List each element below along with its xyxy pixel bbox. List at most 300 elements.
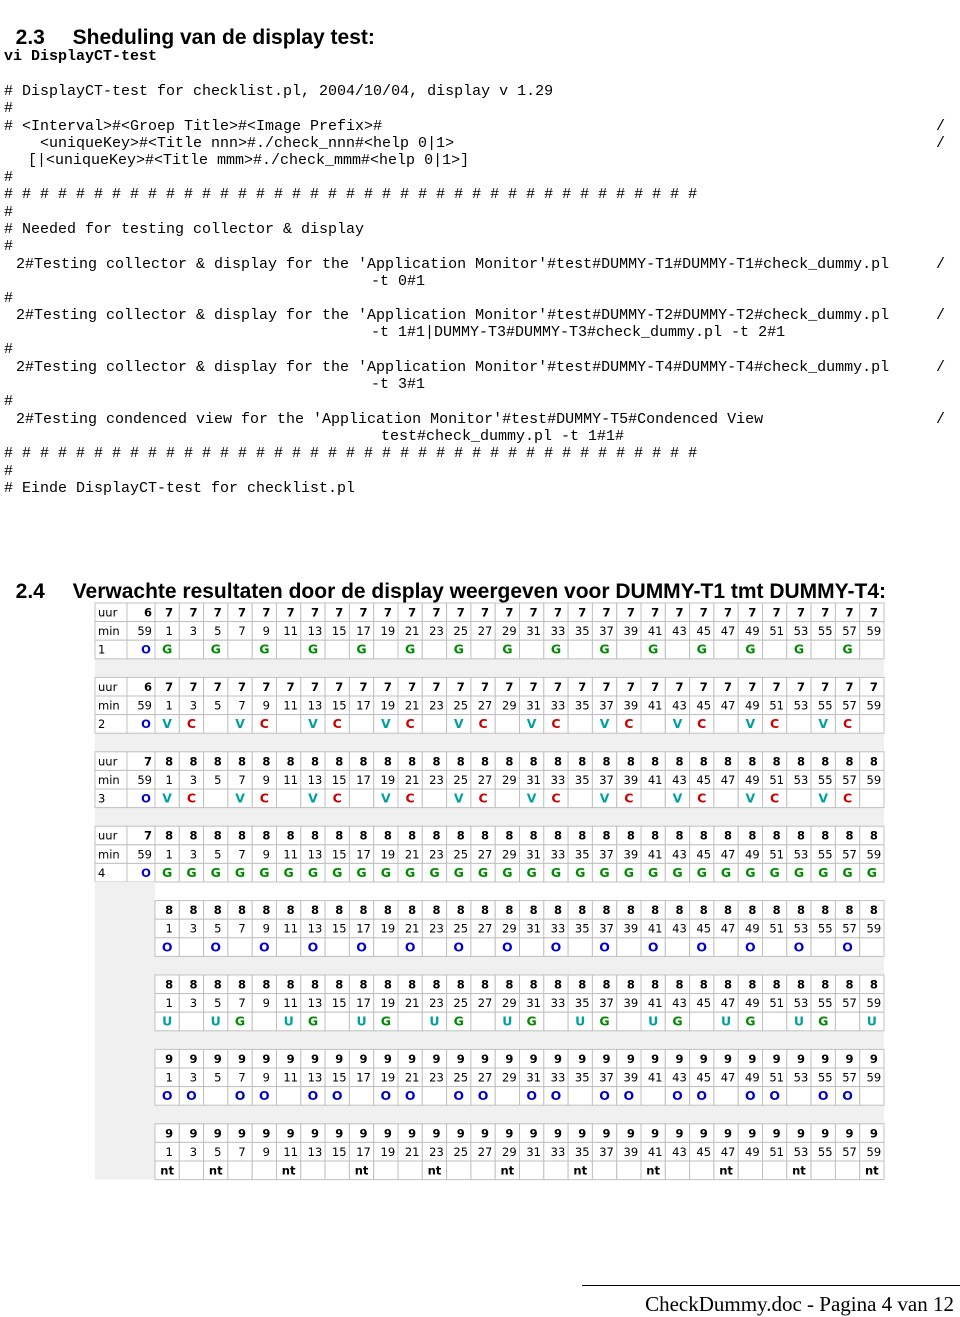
status-mark: C [770,716,780,732]
status-cell [763,938,787,957]
hour-value: 8 [651,828,660,843]
status-cell [592,1161,616,1180]
minute-value: 23 [429,921,444,936]
status-mark: O [404,939,416,955]
minute-value: 37 [599,921,614,936]
minute-value: 59 [866,996,882,1011]
status-mark: V [381,790,391,806]
minute-value: 3 [189,996,198,1011]
minute-value: 19 [380,1144,396,1159]
minute-value: 19 [380,624,396,639]
status-mark: G [550,641,562,657]
minute-value: 59 [866,921,882,936]
minute-value: 21 [404,624,420,639]
minute-value: 9 [262,996,271,1011]
hour-value: 9 [408,1126,417,1141]
hour-value: 8 [675,903,684,918]
minute-value: 49 [745,921,760,936]
code-line: # [4,341,14,358]
status-cell [811,1161,835,1180]
hour-value: 8 [383,903,392,918]
status-cell [860,938,884,957]
minute-value: 13 [307,1070,323,1085]
minute-value: 31 [526,921,541,936]
hour-value: 8 [724,828,733,843]
status-mark: C [842,716,853,732]
status-cell [422,715,446,734]
hour-value: 8 [699,977,708,992]
hour-value: 7 [143,828,152,843]
hour-value: 8 [262,754,271,769]
hour-value: 9 [335,1051,344,1066]
hour-value: 8 [724,754,733,769]
status-mark: nt [160,1163,174,1178]
hour-value: 8 [286,903,295,918]
hour-value: 8 [481,977,490,992]
minute-value: 5 [214,698,222,713]
minute-value: 57 [842,624,857,639]
minute-value: 21 [404,772,420,787]
status-mark: U [648,1013,659,1029]
status-mark: V [453,716,464,732]
hour-value: 8 [286,828,295,843]
hour-value: 8 [748,977,757,992]
minute-value: 49 [745,1070,760,1085]
status-cell [204,1087,228,1106]
hour-value: 8 [529,754,538,769]
status-cell [520,1161,544,1180]
hour-value: 8 [553,977,562,992]
hour-value: 8 [262,977,271,992]
hour-value: 9 [262,1051,271,1066]
minute-value: 11 [283,772,298,787]
hour-value: 7 [529,605,538,620]
status-mark: V [672,716,683,732]
hour-value: 9 [675,1051,684,1066]
minute-value: 55 [817,772,833,787]
hour-value: 9 [796,1051,805,1066]
minute-value: 43 [672,921,687,936]
hour-value: 8 [335,977,344,992]
status-mark: C [186,790,197,806]
status-cell [374,938,398,957]
minute-value: 25 [453,921,469,936]
hour-value: 9 [238,1126,247,1141]
status-mark: G [648,641,659,657]
minute-value: 19 [380,1070,396,1085]
status-cell [349,715,373,734]
line-continuation-slash: / [936,359,946,376]
minute-value: 41 [647,772,663,787]
status-mark: O [550,1088,562,1104]
minute-value: 37 [599,1070,614,1085]
hour-value: 7 [286,679,295,694]
hour-value: 8 [310,828,319,843]
hour-value: 7 [626,605,635,620]
status-cell [665,938,689,957]
section-heading-2-3 [4,2,375,50]
minute-value: 11 [283,1144,298,1159]
status-mark: G [380,1013,391,1029]
minute-value: 33 [550,1070,566,1085]
minute-value: 5 [214,1144,222,1159]
row-label: uur [98,828,118,843]
minute-value: 59 [137,624,152,639]
status-mark: V [599,790,610,806]
hour-value: 8 [845,754,854,769]
minute-value: 27 [477,624,493,639]
minute-value: 51 [769,921,784,936]
status-mark: O [186,1088,197,1104]
minute-value: 9 [262,698,271,713]
status-mark: V [308,716,318,732]
hour-value: 8 [505,903,514,918]
hour-value: 7 [651,605,660,620]
status-cell [277,789,301,808]
hour-value: 9 [553,1051,562,1066]
hour-value: 8 [432,977,441,992]
hour-value: 7 [335,605,344,620]
minute-value: 7 [238,1144,246,1159]
hour-value: 8 [869,903,878,918]
hour-value: 9 [165,1051,174,1066]
minute-value: 41 [647,1070,663,1085]
code-line: 2#Testing collector & display for the 'Application Monitor'#test#DUMMY-T2#DUMMY-T2#check_dummy.pl [16,307,890,324]
hour-value: 9 [724,1051,733,1066]
status-mark: G [356,641,367,657]
minute-value: 43 [672,624,687,639]
code-line: 2#Testing collector & display for the 'Application Monitor'#test#DUMMY-T1#DUMMY-T1#check_dummy.pl [16,256,890,273]
minute-value: 31 [526,624,541,639]
status-mark: O [453,939,465,955]
code-line: # <Interval>#<Groep Title>#<Image Prefix># [4,118,383,135]
minute-value: 31 [526,772,541,787]
minute-value: 47 [720,1070,736,1085]
hour-value: 8 [602,977,611,992]
hour-value: 7 [335,679,344,694]
status-mark: O [623,1088,635,1104]
minute-value: 31 [526,698,541,713]
status-cell [617,938,641,957]
hour-value: 9 [432,1126,441,1141]
minute-value: 13 [307,624,323,639]
minute-value: 33 [550,624,566,639]
status-mark: V [745,716,756,732]
status-cell [811,640,835,659]
minute-value: 23 [429,624,444,639]
status-cell [544,1161,568,1180]
expected-display-grid [95,603,882,1178]
hour-value: 9 [748,1051,757,1066]
hour-value: 7 [359,605,368,620]
minute-value: 31 [526,996,541,1011]
minute-value: 53 [793,772,809,787]
minute-value: 35 [574,921,590,936]
status-cell [228,1161,252,1180]
hour-value: 9 [845,1051,854,1066]
status-mark: G [405,864,416,880]
code-line: # [4,463,14,480]
status-cell [714,715,738,734]
status-cell [568,938,592,957]
status-cell [471,1161,495,1180]
minute-value: 13 [307,847,323,862]
minute-value: 29 [502,921,517,936]
minute-value: 59 [137,772,152,787]
hour-value: 7 [602,679,611,694]
hour-value: 7 [432,679,441,694]
status-mark: O [672,1088,683,1104]
status-mark: U [162,1013,173,1029]
hour-value: 8 [286,977,295,992]
status-cell [860,715,884,734]
hour-value: 8 [165,903,174,918]
status-mark: V [672,790,683,806]
hour-value: 7 [821,679,830,694]
minute-value: 51 [769,996,784,1011]
status-mark: nt [719,1163,733,1178]
minute-value: 27 [477,698,493,713]
status-cell [860,1087,884,1106]
hour-value: 8 [310,903,319,918]
hour-value: 8 [651,754,660,769]
minute-value: 53 [793,996,809,1011]
status-cell [568,1087,592,1106]
minute-value: 59 [137,698,152,713]
minute-value: 7 [238,847,246,862]
minute-value: 59 [866,772,882,787]
minute-value: 15 [331,847,347,862]
status-mark: O [141,642,151,657]
minute-value: 23 [429,1144,444,1159]
status-cell [204,715,228,734]
minute-value: 29 [502,847,517,862]
minute-value: 47 [720,996,736,1011]
minute-value: 29 [502,1070,517,1085]
status-cell [763,1012,787,1031]
status-mark: G [866,864,877,880]
status-mark: G [234,1013,246,1029]
minute-value: 41 [647,624,663,639]
hour-value: 8 [869,754,878,769]
hour-value: 7 [602,605,611,620]
status-cell [398,1161,422,1180]
status-cell [714,1087,738,1106]
hour-value: 9 [602,1051,611,1066]
status-mark: O [404,1088,416,1104]
hour-value: 9 [675,1126,684,1141]
hour-value: 8 [748,828,757,843]
status-cell [179,938,203,957]
hour-value: 8 [335,828,344,843]
status-mark: G [162,641,173,657]
minute-value: 19 [380,921,396,936]
hour-value: 8 [456,977,465,992]
status-cell [252,1012,276,1031]
minute-value: 1 [165,996,173,1011]
status-cell [617,1012,641,1031]
code-line: # # # # # # # # # # # # # # # # # # # # # # # # # # # # # # # # # # # # # # # [4,186,698,203]
minute-value: 49 [745,624,760,639]
status-mark: V [235,716,245,732]
hour-value: 7 [238,605,247,620]
status-cell [787,1087,811,1106]
line-continuation-slash: / [936,411,946,428]
status-mark: nt [354,1163,369,1178]
minute-value: 43 [672,1144,687,1159]
minute-value: 17 [356,698,371,713]
status-mark: O [356,939,367,955]
status-mark: V [818,790,829,806]
status-mark: C [624,716,634,732]
hour-value: 8 [310,754,319,769]
status-mark: U [575,1013,586,1029]
minute-value: 45 [696,698,712,713]
minute-value: 35 [574,847,590,862]
status-mark: V [381,716,391,732]
status-mark: G [720,864,732,880]
hour-value: 7 [481,605,490,620]
status-mark: C [259,716,269,732]
minute-value: 29 [502,996,517,1011]
minute-value: 53 [793,1070,809,1085]
hour-value: 8 [505,754,514,769]
minute-value: 23 [429,996,444,1011]
hour-value: 8 [553,828,562,843]
minute-value: 59 [866,1070,882,1085]
status-mark: G [575,864,586,880]
minute-value: 21 [404,847,420,862]
hour-value: 9 [189,1051,198,1066]
hour-value: 9 [165,1126,174,1141]
hour-value: 9 [578,1051,587,1066]
status-mark: G [842,864,853,880]
hour-value: 7 [626,679,635,694]
minute-value: 11 [283,921,298,936]
status-mark: G [599,1013,610,1029]
page-footer: CheckDummy.doc - Pagina 4 van 12 [645,1292,954,1316]
status-cell [860,789,884,808]
minute-value: 39 [623,996,639,1011]
section-number: 2.3 [15,26,45,49]
hour-value: 8 [432,754,441,769]
hour-value: 8 [626,828,635,843]
status-mark: G [623,864,634,880]
minute-value: 37 [599,698,614,713]
status-cell [544,1012,568,1031]
status-mark: G [283,864,294,880]
status-cell [835,1012,859,1031]
status-cell [835,1161,859,1180]
status-mark: O [161,1088,173,1104]
status-mark: C [259,790,269,806]
minute-value: 13 [307,996,323,1011]
hour-value: 8 [238,754,247,769]
status-mark: O [842,939,853,955]
status-cell [277,1087,301,1106]
status-mark: G [526,864,537,880]
status-mark: G [234,864,246,880]
status-mark: O [696,1088,708,1104]
minute-value: 27 [477,996,493,1011]
hour-value: 8 [456,903,465,918]
hour-value: 7 [724,679,733,694]
status-cell [811,938,835,957]
status-cell [665,640,689,659]
minute-value: 39 [623,698,639,713]
status-mark: U [429,1013,440,1029]
minute-value: 37 [599,996,614,1011]
hour-value: 7 [408,679,417,694]
minute-value: 47 [720,921,736,936]
hour-value: 8 [165,754,174,769]
status-cell [277,938,301,957]
hour-value: 8 [578,754,587,769]
status-mark: G [550,864,562,880]
hour-value: 8 [651,903,660,918]
hour-value: 7 [432,605,441,620]
status-cell [714,938,738,957]
code-line: # # # # # # # # # # # # # # # # # # # # # # # # # # # # # # # # # # # # # # # [4,445,698,462]
hour-value: 9 [626,1051,635,1066]
section-title: Sheduling van de display test: [72,26,375,49]
minute-value: 7 [238,624,246,639]
minute-value: 19 [380,772,396,787]
status-cell [520,640,544,659]
minute-value: 11 [283,624,298,639]
hour-value: 7 [724,605,733,620]
status-mark: G [745,1013,756,1029]
hour-value: 7 [869,605,878,620]
minute-value: 27 [477,1144,493,1159]
code-line: # Einde DisplayCT-test for checklist.pl [4,480,356,497]
status-mark: C [478,716,488,732]
status-mark: O [599,1088,610,1104]
minute-value: 45 [696,921,712,936]
status-mark: C [697,716,707,732]
hour-value: 7 [262,679,271,694]
hour-value: 8 [310,977,319,992]
minute-value: 13 [307,921,323,936]
status-mark: nt [573,1163,588,1178]
status-mark: G [818,1013,829,1029]
hour-value: 9 [748,1126,757,1141]
hour-value: 8 [213,754,222,769]
minute-value: 35 [574,698,590,713]
status-mark: G [769,864,780,880]
line-continuation-slash: / [936,118,946,135]
status-mark: O [769,1088,780,1104]
status-mark: G [307,641,319,657]
hour-value: 9 [505,1051,514,1066]
minute-value: 27 [477,1070,493,1085]
minute-value: 45 [696,772,712,787]
code-line: test#check_dummy.pl -t 1#1# [381,428,625,445]
status-mark: O [842,1088,853,1104]
status-cell [349,1087,373,1106]
hour-value: 8 [553,754,562,769]
minute-value: 3 [189,698,198,713]
hour-value: 9 [189,1126,198,1141]
hour-value: 7 [578,605,587,620]
hour-value: 7 [748,679,757,694]
status-mark: O [526,1088,537,1104]
status-mark: C [770,790,780,806]
hour-value: 9 [359,1051,368,1066]
minute-value: 47 [720,624,736,639]
hour-value: 8 [821,903,830,918]
hour-value: 7 [529,679,538,694]
